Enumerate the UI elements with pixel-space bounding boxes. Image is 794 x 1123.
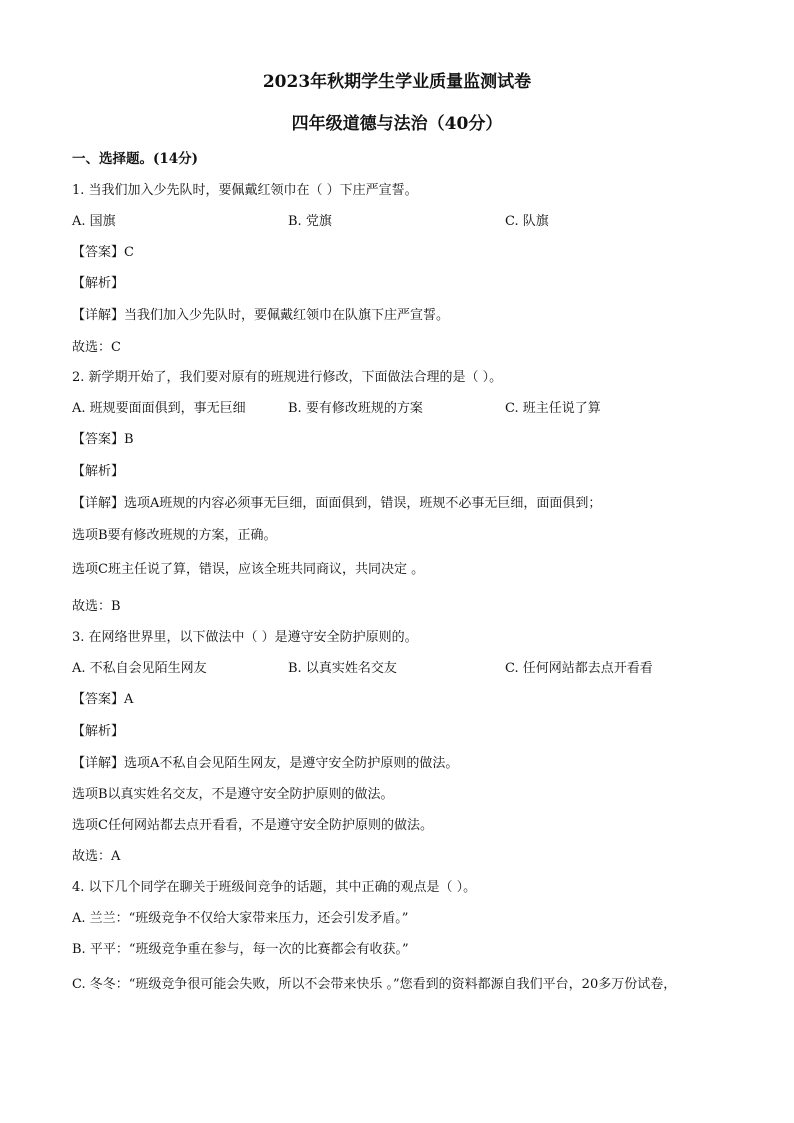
question-2-option-c: C. 班主任说了算 (505, 401, 601, 416)
question-1-analysis: 【解析】 (72, 276, 125, 291)
question-3-option-a: A. 不私自会见陌生网友 (72, 661, 207, 676)
question-3-detail-2: 选项B以真实姓名交友，不是遵守安全防护原则的做法。 (72, 787, 394, 802)
question-4-option-b: B. 平平：“班级竞争重在参与，每一次的比赛都会有收获。” (72, 942, 409, 957)
question-3-option-c: C. 任何网站都去点开看看 (505, 661, 653, 676)
question-2-answer: 【答案】B (72, 432, 134, 447)
question-3-stem: 3. 在网络世界里，以下做法中（ ）是遵守安全防护原则的。 (72, 630, 418, 645)
question-3-answer: 【答案】A (72, 692, 134, 707)
question-2-detail-2: 选项B要有修改班规的方案，正确。 (72, 528, 277, 543)
question-4-option-a: A. 兰兰：“班级竞争不仅给大家带来压力，还会引发矛盾。” (72, 911, 409, 926)
question-2-stem: 2. 新学期开始了，我们要对原有的班规进行修改，下面做法合理的是（ ）。 (72, 370, 503, 385)
question-1-pick: 故选：C (72, 340, 121, 355)
question-3-detail-1: 【详解】选项A不私自会见陌生网友，是遵守安全防护原则的做法。 (72, 756, 459, 771)
question-3-analysis: 【解析】 (72, 724, 125, 739)
question-4-option-c: C. 冬冬：“班级竞争很可能会失败，所以不会带来快乐 。”您看到的资料都源自我们平台，20多万份试卷， (72, 977, 677, 992)
question-1-option-b: B. 党旗 (288, 214, 332, 229)
question-2-analysis: 【解析】 (72, 464, 125, 479)
question-2-detail-1: 【详解】选项A班规的内容必须事无巨细，面面俱到，错误，班规不必事无巨细，面面俱到； (72, 496, 602, 511)
question-1-stem: 1. 当我们加入少先队时，要佩戴红领巾在（ ）下庄严宣誓。 (72, 183, 418, 198)
question-2-pick: 故选：B (72, 599, 121, 614)
question-3-option-b: B. 以真实姓名交友 (288, 661, 397, 676)
section-heading: 一、选择题。(14分) (72, 151, 199, 167)
question-3-pick: 故选：A (72, 849, 121, 864)
question-1-option-c: C. 队旗 (505, 214, 549, 229)
question-2-option-a: A. 班规要面面俱到，事无巨细 (72, 401, 246, 416)
question-3-detail-3: 选项C任何网站都去点开看看，不是遵守安全防护原则的做法。 (72, 818, 433, 833)
question-1-answer: 【答案】C (72, 245, 134, 260)
question-1-option-a: A. 国旗 (72, 214, 116, 229)
question-1-detail: 【详解】当我们加入少先队时，要佩戴红领巾在队旗下庄严宣誓。 (72, 308, 450, 323)
question-2-option-b: B. 要有修改班规的方案 (288, 401, 423, 416)
question-2-detail-3: 选项C班主任说了算，错误，应该全班共同商议，共同决定 。 (72, 562, 425, 577)
exam-subtitle: 四年级道德与法治（40分） (291, 114, 503, 134)
question-4-stem: 4. 以下几个同学在聊关于班级间竞争的话题，其中正确的观点是（ ）。 (72, 880, 477, 895)
exam-title: 2023年秋期学生学业质量监测试卷 (262, 72, 532, 92)
